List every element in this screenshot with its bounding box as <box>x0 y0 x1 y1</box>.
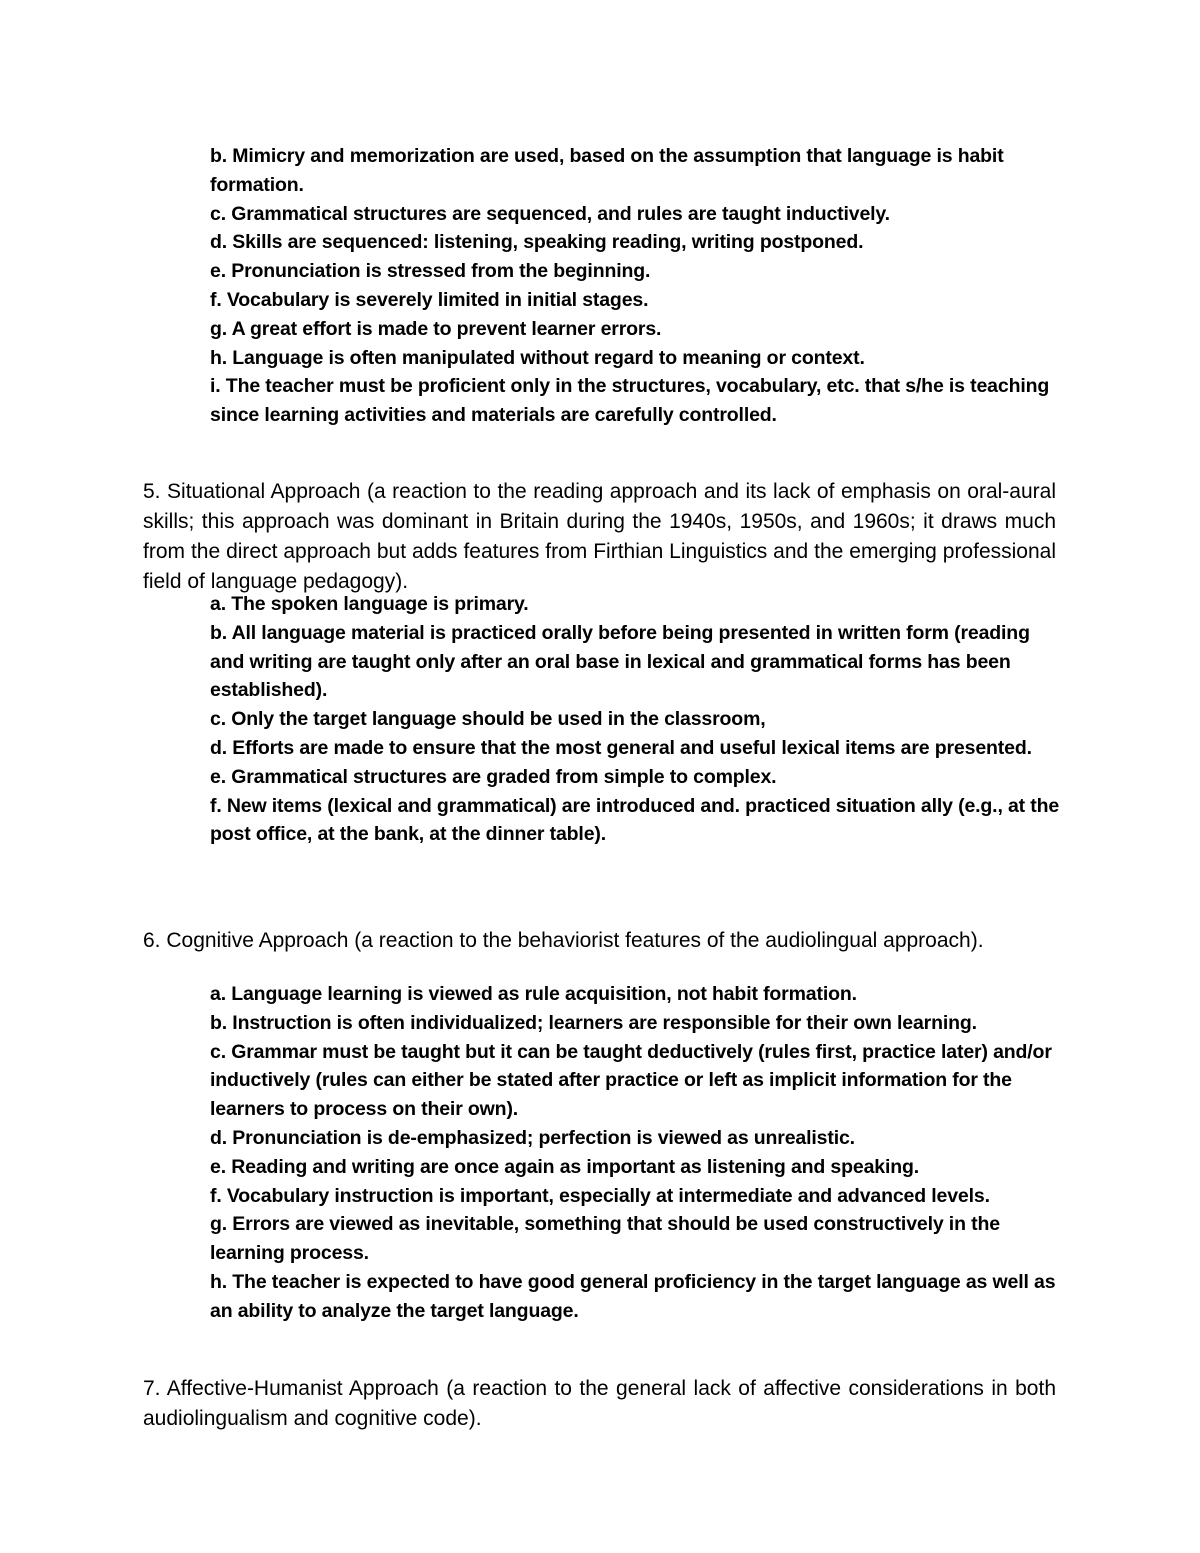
section-7-affective-humanist-approach: 7. Affective-Humanist Approach (a reaction to the general lack of affective considerations in both audiolingualism and cognitive code). <box>143 1377 1056 1430</box>
list-item: c. Grammatical structures are sequenced, and rules are taught inductively. <box>210 202 890 225</box>
list-item: a. Language learning is viewed as rule acquisition, not habit formation. <box>210 983 857 1005</box>
section-5-situational-approach: 5. Situational Approach (a reaction to the reading approach and its lack of emphasis on oral-aural skills; this approach was dominant in Britain during the 1940s, 1950s, and 1960s; it draws much from the direct approach but adds features from Firthian Linguistics and the emerging professional field of language pedagogy). <box>143 480 1056 593</box>
list-item: i. The teacher must be proficient only in the structures, vocabulary, etc. that s/he is teaching since learning activities and materials are carefully controlled. <box>210 375 1050 427</box>
list-item: f. Vocabulary is severely limited in initial stages. <box>210 288 649 311</box>
situational-features-list <box>210 590 1060 849</box>
list-item: b. Mimicry and memorization are used, based on the assumption that language is habit formation. <box>210 145 1004 196</box>
list-item: a. The spoken language is primary. <box>210 593 529 615</box>
list-item: h. The teacher is expected to have good general proficiency in the target language as well as an ability to analyze the target language. <box>210 1270 1056 1322</box>
list-item: e. Grammatical structures are graded from simple to complex. <box>210 765 777 788</box>
list-item: e. Reading and writing are once again as important as listening and speaking. <box>210 1155 920 1178</box>
list-item: c. Only the target language should be used in the classroom, <box>210 708 766 731</box>
list-item: c. Grammar must be taught but it can be taught deductively (rules first, practice later) and/or inductively (rules can either be stated after practice or left as implicit information for the learners to process on their own). <box>210 1040 1052 1121</box>
list-item: g. Errors are viewed as inevitable, something that should be used constructively in the learning process. <box>210 1213 1000 1265</box>
list-item: b. Instruction is often individualized; learners are responsible for their own learning. <box>210 1011 977 1034</box>
cognitive-features-list <box>210 980 1060 1326</box>
list-item: d. Pronunciation is de-emphasized; perfection is viewed as unrealistic. <box>210 1126 855 1149</box>
section-6-cognitive-approach: 6. Cognitive Approach (a reaction to the behaviorist features of the audiolingual approach). <box>143 929 984 952</box>
list-item: h. Language is often manipulated without regard to meaning or context. <box>210 346 865 369</box>
audiolingual-features-list <box>210 142 1060 430</box>
list-item: d. Skills are sequenced: listening, speaking reading, writing postponed. <box>210 231 864 254</box>
list-item: f. New items (lexical and grammatical) are introduced and. practiced situation ally (e.g., at the post office, at the bank, at the dinner table). <box>210 794 1060 846</box>
list-item: b. All language material is practiced orally before being presented in written form (reading and writing are taught only after an oral base in lexical and grammatical forms has been established). <box>210 621 1030 702</box>
list-item: d. Efforts are made to ensure that the most general and useful lexical items are presented. <box>210 736 1032 759</box>
list-item: e. Pronunciation is stressed from the beginning. <box>210 260 651 283</box>
list-item: f. Vocabulary instruction is important, especially at intermediate and advanced levels. <box>210 1184 990 1207</box>
list-item: g. A great effort is made to prevent learner errors. <box>210 317 662 340</box>
